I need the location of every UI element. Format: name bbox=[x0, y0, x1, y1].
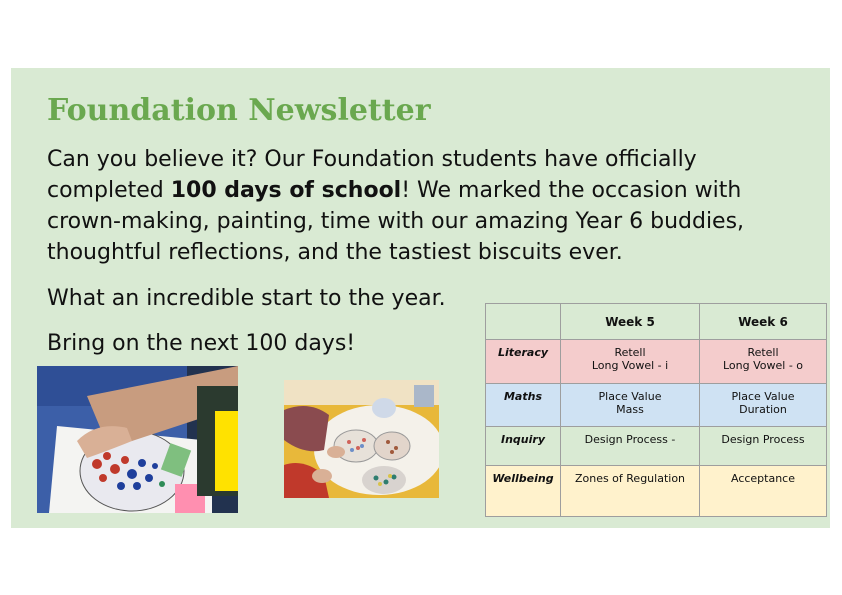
table-header-week5: Week 5 bbox=[561, 304, 700, 340]
cell-inquiry-week5 bbox=[561, 427, 700, 466]
cell-text: Duration bbox=[739, 403, 787, 416]
cell-text: Design Process bbox=[721, 433, 805, 446]
page-title: Foundation Newsletter bbox=[47, 93, 431, 128]
cell-inquiry-week6 bbox=[700, 427, 827, 466]
row-label-wellbeing: Wellbeing bbox=[486, 466, 561, 517]
cell-wellbeing-week6 bbox=[700, 466, 827, 517]
table-row-maths bbox=[486, 384, 827, 427]
cell-text: Retell bbox=[614, 346, 646, 359]
intro-text-2: ! We marked the occasion with crown-making, painting, time with our amazing Year 6 buddies, thoughtful reflections, and the tastiest biscuits ever. bbox=[47, 178, 745, 265]
cell-maths-week5 bbox=[561, 384, 700, 427]
table-row-wellbeing bbox=[486, 466, 827, 517]
intro-bold-text: 100 days of school bbox=[170, 178, 402, 203]
cell-text: Retell bbox=[747, 346, 779, 359]
cell-text: Acceptance bbox=[730, 472, 796, 485]
biscuits-photo bbox=[284, 380, 439, 498]
intro-paragraph bbox=[47, 144, 807, 268]
cell-wellbeing-week5 bbox=[561, 466, 700, 517]
row-label-inquiry: Inquiry bbox=[486, 427, 561, 466]
cell-text: Design Process - bbox=[584, 433, 676, 446]
row-label-literacy: Literacy bbox=[486, 340, 561, 384]
cell-text: Long Vowel - o bbox=[722, 359, 804, 372]
painting-photo bbox=[37, 366, 238, 513]
cell-literacy-week6 bbox=[700, 340, 827, 384]
cell-text: Zones of Regulation bbox=[574, 472, 686, 485]
cell-text: Place Value bbox=[731, 390, 795, 403]
weekly-plan-table bbox=[485, 303, 827, 517]
table-row-literacy bbox=[486, 340, 827, 384]
intro-text-1: Can you believe it? Our Foundation students have officially completed bbox=[47, 147, 697, 203]
cell-text: Mass bbox=[616, 403, 644, 416]
next-100-days-line: Bring on the next 100 days! bbox=[47, 331, 356, 356]
cell-maths-week6 bbox=[700, 384, 827, 427]
table-header-row bbox=[486, 304, 827, 340]
cell-text: Long Vowel - i bbox=[591, 359, 669, 372]
table-row-inquiry bbox=[486, 427, 827, 466]
row-label-maths: Maths bbox=[486, 384, 561, 427]
table-header-empty bbox=[486, 304, 561, 340]
table-header-week6: Week 6 bbox=[700, 304, 827, 340]
start-of-year-line: What an incredible start to the year. bbox=[47, 286, 446, 311]
cell-text: Place Value bbox=[598, 390, 662, 403]
cell-literacy-week5 bbox=[561, 340, 700, 384]
